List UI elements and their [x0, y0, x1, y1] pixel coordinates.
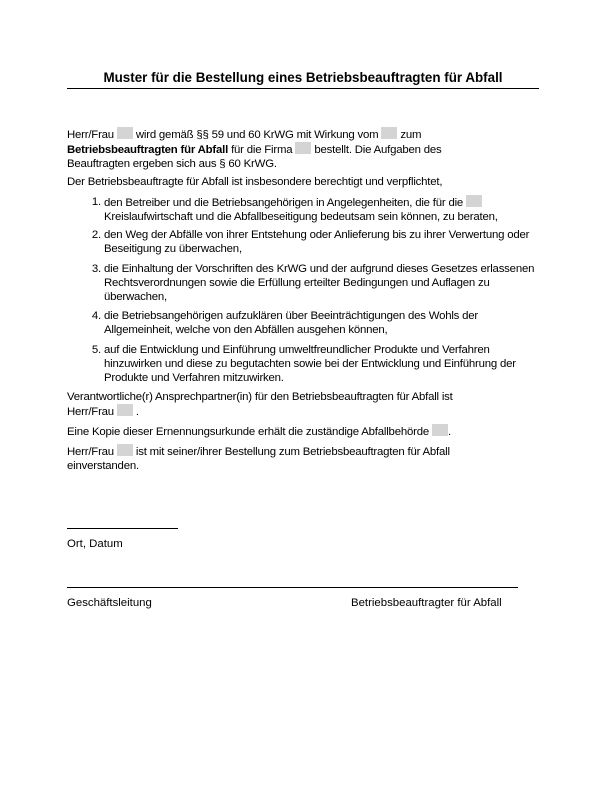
consent-line-2: einverstanden. — [67, 460, 139, 472]
consent-paragraph — [67, 444, 540, 473]
duty-number: 2. — [91, 229, 101, 241]
duty-text — [104, 195, 541, 224]
consent-text: ist mit seiner/ihrer Bestellung zum Betriebsbeauftragten für Abfall — [135, 446, 450, 458]
duty-number: 4. — [91, 310, 101, 322]
company-form-field[interactable] — [295, 142, 311, 154]
authority-form-field[interactable] — [432, 424, 448, 436]
signature-line — [67, 587, 518, 588]
intro-appointment-text: wird gemäß §§ 59 und 60 KrWG mit Wirkung vom — [135, 129, 379, 141]
contact-line-1: Verantwortliche(r) Ansprechpartner(in) für den Betriebsbeauftragten für Abfall ist — [67, 391, 453, 403]
duty-number: 5. — [91, 344, 101, 356]
advisory-form-field[interactable] — [466, 195, 482, 207]
place-date-label: Ort, Datum — [67, 538, 123, 550]
copy-paragraph — [67, 424, 540, 439]
consent-name-form-field[interactable] — [117, 444, 133, 456]
title-underline — [67, 88, 539, 89]
effective-date-form-field[interactable] — [381, 127, 397, 139]
duty-text-line: Kreislaufwirtschaft und die Abfallbeseitigung bedeutsam sein können, zu beraten, — [104, 211, 498, 223]
name-form-field[interactable] — [117, 127, 133, 139]
copy-text: Eine Kopie dieser Ernennungsurkunde erhält die zuständige Abfallbehörde — [67, 426, 429, 438]
duty-text-line: den Betreiber und die Betriebsangehörigen in Angelegenheiten, die für die — [104, 197, 464, 209]
consent-salutation: Herr/Frau — [67, 446, 114, 458]
intro-company-text: für die Firma — [231, 144, 293, 156]
intro-line-2 — [67, 142, 540, 157]
duty-text: die Betriebsangehörigen aufzuklären über Beeinträchtigungen des Wohls der Allgemeinheit, welche von den Abfällen ausgehen können, — [104, 310, 478, 336]
intro-to-text: zum — [400, 129, 422, 141]
intro-paragraph — [67, 127, 540, 171]
duty-text: die Einhaltung der Vorschriften des KrWG und der aufgrund dieses Gesetzes erlassenen Rechtsverordnungen sowie die Erfüllung erteilter Bedingungen und Auflagen zu überwachen, — [104, 263, 535, 303]
appointed-role: Betriebsbeauftragten für Abfall — [67, 144, 229, 156]
duty-number: 1. — [91, 196, 101, 208]
duty-text: den Weg der Abfälle von ihrer Entstehung oder Anlieferung bis zu ihrer Verwertung oder Beseitigung zu überwachen, — [104, 229, 530, 255]
intro-line-3: Beauftragten ergeben sich aus § 60 KrWG. — [67, 158, 277, 170]
officer-signature-label: Betriebsbeauftragter für Abfall — [351, 597, 502, 609]
duty-text: auf die Entwicklung und Einführung umweltfreundlicher Produkte und Verfahren hinzuwirken und diese zu begutachten sowie bei der Entwicklung und Einführung der Produkte und Verfahren mitzuwirken. — [104, 344, 516, 384]
management-signature-label: Geschäftsleitung — [67, 597, 152, 609]
document-title: Muster für die Bestellung eines Betriebsbeauftragten für Abfall — [103, 70, 503, 85]
contact-paragraph — [67, 390, 540, 419]
duty-number: 3. — [91, 263, 101, 275]
contact-salutation: Herr/Frau — [67, 406, 114, 418]
copy-period: . — [447, 426, 451, 438]
consent-line-1 — [67, 444, 540, 459]
intro-salutation: Herr/Frau — [67, 129, 114, 141]
duties-intro: Der Betriebsbeauftragte für Abfall ist insbesondere berechtigt und verpflichtet, — [67, 176, 443, 188]
contact-line-2 — [67, 404, 540, 419]
intro-duties-text: bestellt. Die Aufgaben des — [314, 144, 442, 156]
contact-period: . — [135, 406, 139, 418]
place-date-signature-line — [67, 528, 178, 529]
intro-line-1 — [67, 127, 540, 142]
contact-name-form-field[interactable] — [117, 404, 133, 416]
